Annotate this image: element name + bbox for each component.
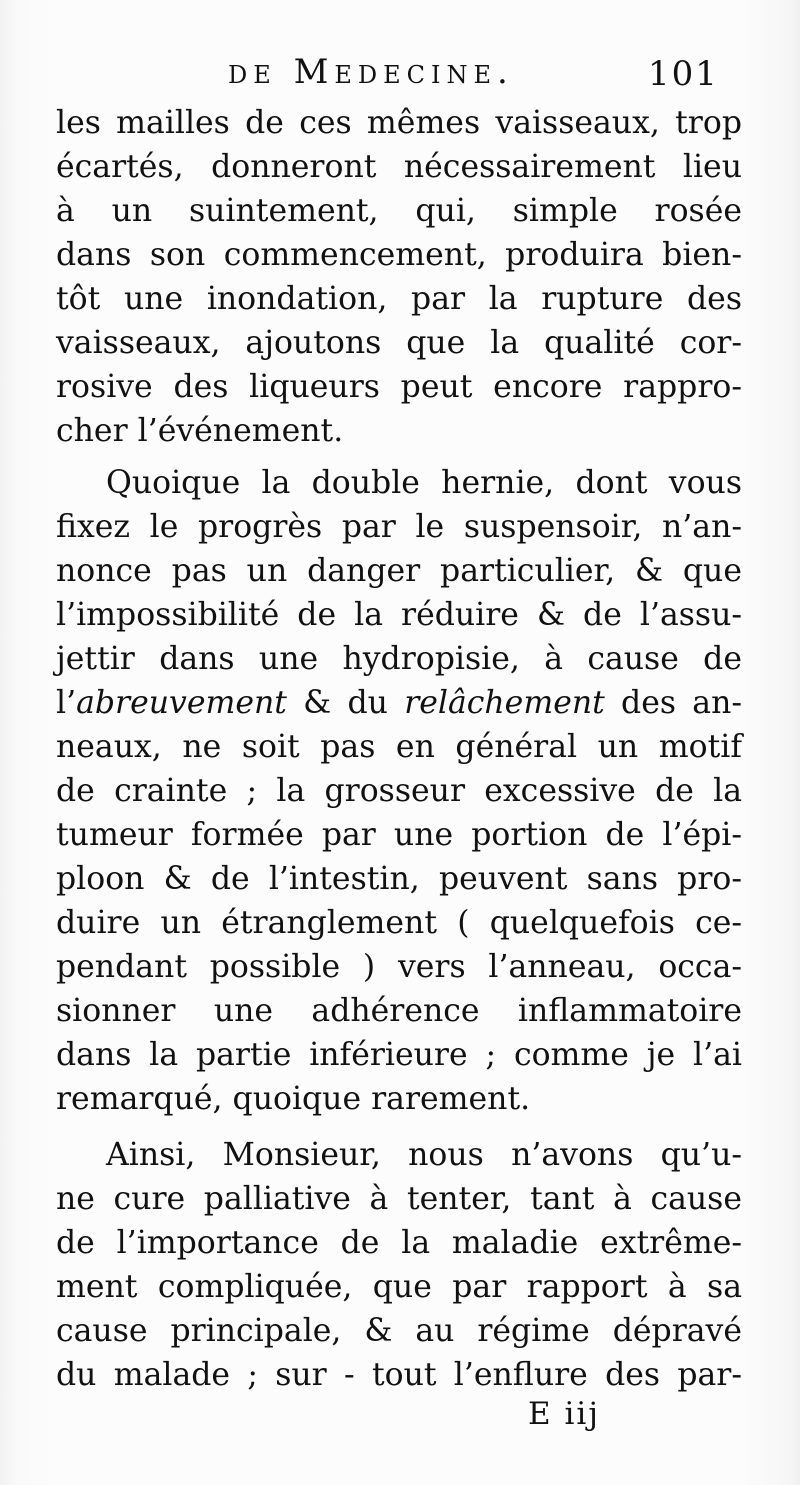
- signature-mark: E iij: [528, 1396, 600, 1432]
- text-line: fixez le progrès par le suspensoir, n’an-: [56, 509, 742, 545]
- text-line: de l’importance de la maladie extrême-: [56, 1225, 742, 1261]
- text-line: de crainte ; la grosseur excessive de la: [56, 773, 742, 809]
- text-line: Quoique la double hernie, dont vous: [106, 465, 742, 501]
- text-line: tôt une inondation, par la rupture des: [56, 281, 742, 317]
- text-line: nonce pas un danger particulier, & que: [56, 553, 742, 589]
- text-line: neaux, ne soit pas en général un motif: [56, 729, 742, 765]
- text-line: dans son commencement, produira bien-: [56, 237, 742, 273]
- text-line: cher l’événement.: [56, 413, 344, 449]
- text-line: Ainsi, Monsieur, nous n’avons qu’u-: [106, 1137, 742, 1173]
- italic-term: abreuvement: [76, 685, 287, 721]
- italic-term: relâchement: [404, 685, 605, 721]
- text-line: à un suintement, qui, simple rosée: [56, 193, 742, 229]
- running-head: [228, 52, 768, 102]
- text-line: dans la partie inférieure ; comme je l’ai: [56, 1037, 742, 1073]
- text-line: ment compliquée, que par rapport à sa: [56, 1269, 742, 1305]
- text-line: cause principale, & au régime dépravé: [56, 1313, 742, 1349]
- text-line: rosive des liqueurs peut encore rappro-: [56, 369, 742, 405]
- text-line: sionner une adhérence inflammatoire: [56, 993, 742, 1029]
- text-line: du malade ; sur - tout l’enflure des par-: [56, 1357, 742, 1393]
- text-line: jettir dans une hydropisie, à cause de: [56, 641, 742, 677]
- page-number: 101: [648, 54, 719, 94]
- text-line: duire un étranglement ( quelquefois ce-: [56, 905, 742, 941]
- text-line: tumeur formée par une portion de l’épi-: [56, 817, 742, 853]
- text-line: l’abreuvement & du relâchement des an-: [56, 685, 742, 721]
- text-line: ploon & de l’intestin, peuvent sans pro-: [56, 861, 742, 897]
- running-title: de Medecine.: [228, 52, 514, 92]
- text-line: écartés, donneront nécessairement lieu: [56, 149, 742, 185]
- text-line: les mailles de ces mêmes vaisseaux, trop: [56, 105, 742, 141]
- text-line: pendant possible ) vers l’anneau, occa-: [56, 949, 742, 985]
- text-line: l’impossibilité de la réduire & de l’assu-: [56, 597, 742, 633]
- text-line: vaisseaux, ajoutons que la qualité cor-: [56, 325, 742, 361]
- text-line: ne cure palliative à tenter, tant à cause: [56, 1181, 742, 1217]
- text-line: remarqué, quoique rarement.: [56, 1081, 531, 1117]
